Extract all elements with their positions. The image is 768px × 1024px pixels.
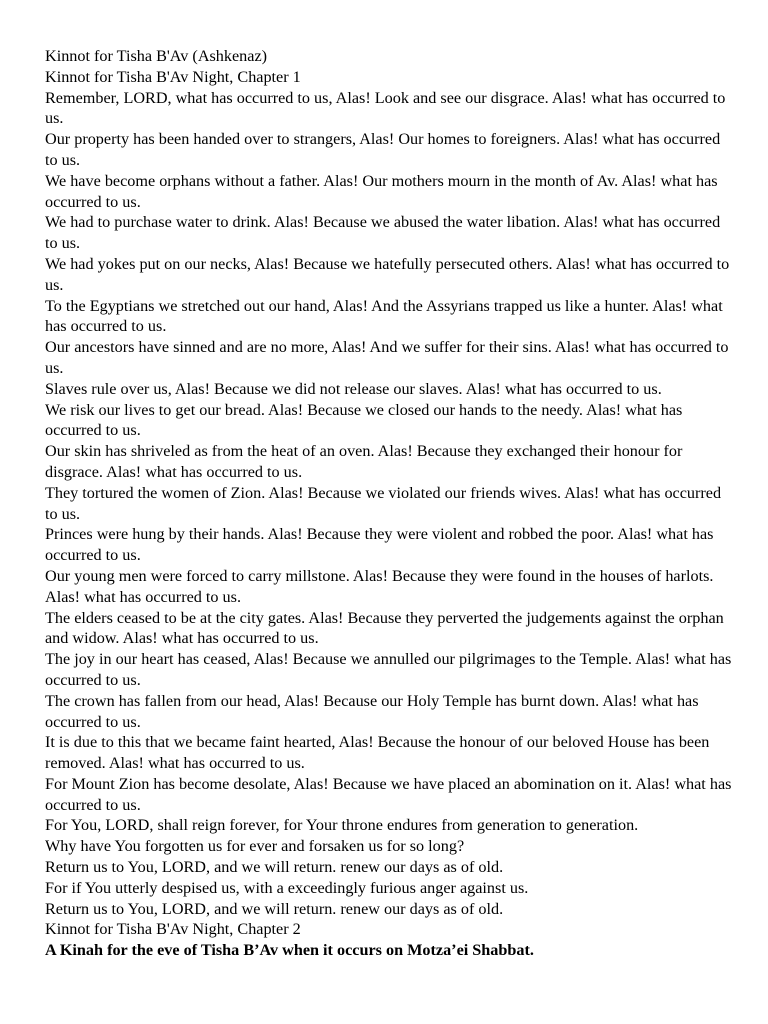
chapter-2-subtitle: A Kinah for the eve of Tisha B’Av when it occurs on Motza’ei Shabbat. — [45, 941, 534, 960]
closing-line: For if You utterly despised us, with a exceedingly furious anger against us. — [45, 878, 529, 897]
verse-line: Our skin has shriveled as from the heat of an oven. Alas! Because they exchanged their honour for disgrace. Alas! what has occurred to us. — [45, 442, 683, 481]
closing-line: For You, LORD, shall reign forever, for Your throne endures from generation to generation. — [45, 816, 639, 835]
verse-line: We have become orphans without a father. Alas! Our mothers mourn in the month of Av. Alas! what has occurred to us. — [45, 171, 718, 211]
verse-line: They tortured the women of Zion. Alas! Because we violated our friends wives. Alas! what has occurred to us. — [45, 483, 722, 523]
chapter-2-heading: Kinnot for Tisha B'Av Night, Chapter 2 — [45, 920, 301, 939]
closing-line: Return us to You, LORD, and we will return. renew our days as of old. — [45, 858, 504, 877]
verse-line: Our ancestors have sinned and are no more, Alas! And we suffer for their sins. Alas! what has occurred to us. — [45, 338, 729, 377]
chapter-1-heading: Kinnot for Tisha B'Av Night, Chapter 1 — [45, 67, 301, 86]
verse-line: The elders ceased to be at the city gates. Alas! Because they perverted the judgements against the orphan and widow. Alas! what has occurred to us. — [45, 608, 724, 648]
verse-line: Our young men were forced to carry millstone. Alas! Because they were found in the houses of harlots. Alas! what has occurred to us. — [45, 566, 714, 606]
verse-line: We had yokes put on our necks, Alas! Because we hatefully persecuted others. Alas! what has occurred to us. — [45, 254, 730, 294]
closing-line: Return us to You, LORD, and we will return. renew our days as of old. — [45, 899, 504, 918]
verse-line: Remember, LORD, what has occurred to us, Alas! Look and see our disgrace. Alas! what has occurred to us. — [45, 88, 726, 128]
verse-line: For Mount Zion has become desolate, Alas! Because we have placed an abomination on it. Alas! what has occurred to us. — [45, 774, 732, 814]
verse-line: We risk our lives to get our bread. Alas! Because we closed our hands to the needy. Alas! what has occurred to us. — [45, 400, 683, 440]
document-title: Kinnot for Tisha B'Av (Ashkenaz) — [45, 47, 268, 65]
verse-line: Slaves rule over us, Alas! Because we did not release our slaves. Alas! what has occurred to us. — [45, 379, 662, 398]
closing-line: Why have You forgotten us for ever and forsaken us for so long? — [45, 837, 465, 856]
verse-line: To the Egyptians we stretched out our hand, Alas! And the Assyrians trapped us like a hunter. Alas! what has occurred to us. — [45, 296, 723, 336]
verse-line: Our property has been handed over to strangers, Alas! Our homes to foreigners. Alas! what has occurred to us. — [45, 130, 721, 169]
verse-line: Princes were hung by their hands. Alas! Because they were violent and robbed the poor. Alas! what has occurred to us. — [45, 525, 714, 565]
document-page — [45, 46, 735, 961]
verse-line: The joy in our heart has ceased, Alas! Because we annulled our pilgrimages to the Temple. Alas! what has occurred to us. — [45, 650, 732, 689]
verse-line: We had to purchase water to drink. Alas! Because we abused the water libation. Alas! what has occurred to us. — [45, 213, 721, 253]
verse-line: It is due to this that we became faint hearted, Alas! Because the honour of our beloved House has been removed. Alas! what has occurred to us. — [45, 733, 710, 773]
verse-line: The crown has fallen from our head, Alas! Because our Holy Temple has burnt down. Alas! what has occurred to us. — [45, 691, 699, 731]
